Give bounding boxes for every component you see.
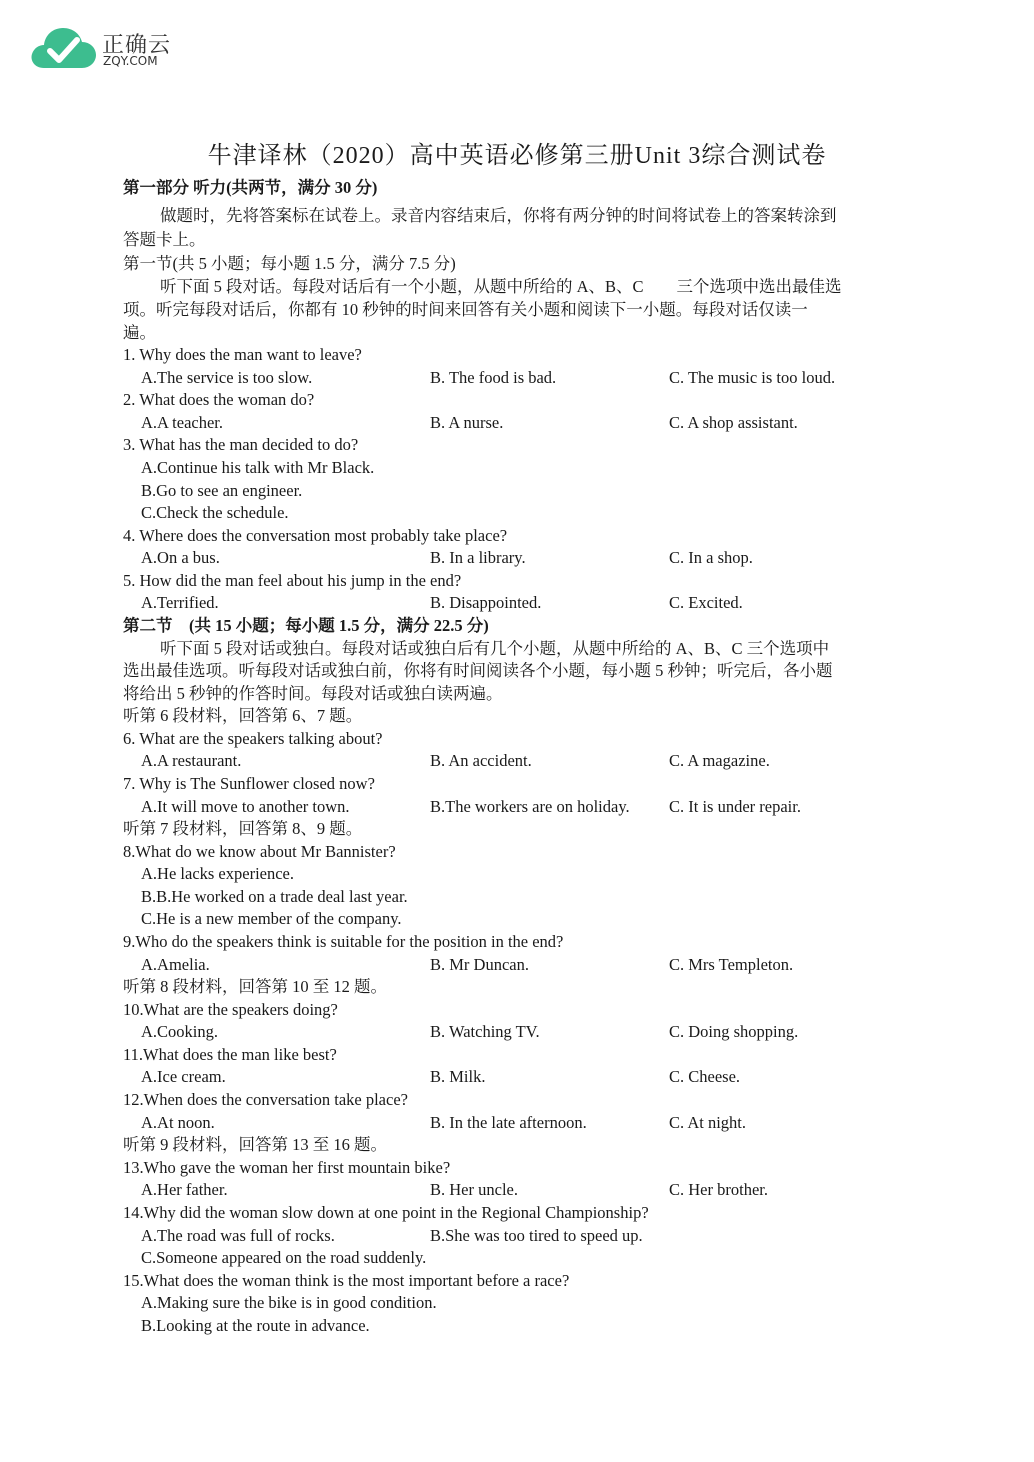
- section2-heading: 第二节 (共 15 小题；每小题 1.5 分，满分 22.5 分): [123, 616, 489, 635]
- option-a: A.At noon.: [141, 1113, 215, 1132]
- question-13: 13.Who gave the woman her first mountain bike?: [123, 1158, 451, 1177]
- option-c: C. Mrs Templeton.: [669, 955, 794, 974]
- question-15: 15.What does the woman think is the most important before a race?: [123, 1271, 570, 1290]
- question-10: 10.What are the speakers doing?: [123, 1000, 338, 1019]
- option-b: B. Watching TV.: [430, 1022, 540, 1041]
- option-b: B.Looking at the route in advance.: [141, 1316, 370, 1335]
- part1-heading: 第一部分 听力(共两节，满分 30 分): [123, 178, 378, 197]
- option-a: A.Cooking.: [141, 1022, 219, 1041]
- section1-instruction-3: 遍。: [123, 323, 156, 342]
- option-c: C. In a shop.: [669, 548, 753, 567]
- question-7: 7. Why is The Sunflower closed now?: [123, 774, 375, 793]
- option-a: A.The service is too slow.: [141, 368, 313, 387]
- option-c: C.Check the schedule.: [141, 503, 289, 522]
- brand-logo: [30, 24, 180, 76]
- section1-instruction-1: 听下面 5 段对话。每段对话后有一个小题，从题中所给的 A、B、C 三个选项中选出最佳选: [160, 277, 842, 296]
- option-a: A.A restaurant.: [141, 751, 242, 770]
- option-a: A.He lacks experience.: [141, 864, 295, 883]
- section2-instruction-1: 听下面 5 段对话或独白。每段对话或独白后有几个小题，从题中所给的 A、B、C 三个选项中: [160, 639, 830, 658]
- option-c: C.Someone appeared on the road suddenly.: [141, 1248, 427, 1267]
- option-b: B. A nurse.: [430, 413, 504, 432]
- option-a: A.Amelia.: [141, 955, 210, 974]
- question-2: 2. What does the woman do?: [123, 390, 315, 409]
- material-6-heading: 听第 6 段材料，回答第 6、7 题。: [123, 706, 363, 725]
- question-8: 8.What do we know about Mr Bannister?: [123, 842, 396, 861]
- option-b: B.B.He worked on a trade deal last year.: [141, 887, 408, 906]
- brand-domain: ZQY.COM: [103, 54, 158, 68]
- section1-instruction-2: 项。听完每段对话后，你都有 10 秒钟的时间来回答有关小题和阅读下一小题。每段对话仅读一: [123, 300, 808, 319]
- option-a: A.The road was full of rocks.: [141, 1226, 335, 1245]
- option-c: C. The music is too loud.: [669, 368, 836, 387]
- question-12: 12.When does the conversation take place?: [123, 1090, 408, 1109]
- option-a: A.It will move to another town.: [141, 797, 350, 816]
- option-c: C. A magazine.: [669, 751, 770, 770]
- question-5: 5. How did the man feel about his jump in the end?: [123, 571, 462, 590]
- question-3: 3. What has the man decided to do?: [123, 435, 359, 454]
- option-c: C. It is under repair.: [669, 797, 801, 816]
- section2-instruction-3: 将给出 5 秒钟的作答时间。每段对话或独白读两遍。: [123, 684, 503, 703]
- question-4: 4. Where does the conversation most probably take place?: [123, 526, 508, 545]
- section2-instruction-2: 选出最佳选项。听每段对话或独白前，你将有时间阅读各个小题，每小题 5 秒钟；听完后，各小题: [123, 661, 833, 680]
- option-a: A.Ice cream.: [141, 1067, 226, 1086]
- material-8-heading: 听第 8 段材料，回答第 10 至 12 题。: [123, 977, 387, 996]
- section1-heading: 第一节(共 5 小题；每小题 1.5 分，满分 7.5 分): [123, 254, 456, 273]
- intro-line-2: 答题卡上。: [123, 230, 206, 249]
- option-a: A.On a bus.: [141, 548, 220, 567]
- option-a: A.Making sure the bike is in good condition.: [141, 1293, 437, 1312]
- option-b: B. Milk.: [430, 1067, 486, 1086]
- option-b: B.Go to see an engineer.: [141, 481, 303, 500]
- question-6: 6. What are the speakers talking about?: [123, 729, 383, 748]
- cloud-check-icon: [30, 24, 98, 74]
- material-9-heading: 听第 9 段材料，回答第 13 至 16 题。: [123, 1135, 387, 1154]
- option-b: B. Mr Duncan.: [430, 955, 529, 974]
- option-a: A.Terrified.: [141, 593, 219, 612]
- option-c: C. Doing shopping.: [669, 1022, 799, 1041]
- option-b: B. Her uncle.: [430, 1180, 518, 1199]
- material-7-heading: 听第 7 段材料，回答第 8、9 题。: [123, 819, 363, 838]
- option-b: B. An accident.: [430, 751, 532, 770]
- option-c: C. A shop assistant.: [669, 413, 798, 432]
- option-c: C. Cheese.: [669, 1067, 741, 1086]
- question-14: 14.Why did the woman slow down at one point in the Regional Championship?: [123, 1203, 649, 1222]
- option-c: C. Excited.: [669, 593, 743, 612]
- option-a: A.Continue his talk with Mr Black.: [141, 458, 375, 477]
- option-b: B. Disappointed.: [430, 593, 542, 612]
- brand-name: 正确云: [102, 33, 172, 58]
- option-b: B.The workers are on holiday.: [430, 797, 630, 816]
- document-title: 牛津译林（2020）高中英语必修第三册Unit 3综合测试卷: [207, 143, 827, 169]
- option-b: B. The food is bad.: [430, 368, 557, 387]
- option-a: A.Her father.: [141, 1180, 228, 1199]
- question-9: 9.Who do the speakers think is suitable for the position in the end?: [123, 932, 564, 951]
- option-b: B. In the late afternoon.: [430, 1113, 587, 1132]
- option-a: A.A teacher.: [141, 413, 224, 432]
- option-b: B. In a library.: [430, 548, 526, 567]
- option-c: C. At night.: [669, 1113, 747, 1132]
- question-1: 1. Why does the man want to leave?: [123, 345, 362, 364]
- option-c: C.He is a new member of the company.: [141, 909, 402, 928]
- question-11: 11.What does the man like best?: [123, 1045, 337, 1064]
- intro-line-1: 做题时，先将答案标在试卷上。录音内容结束后，你将有两分钟的时间将试卷上的答案转涂到: [160, 206, 837, 225]
- option-c: C. Her brother.: [669, 1180, 768, 1199]
- option-b: B.She was too tired to speed up.: [430, 1226, 643, 1245]
